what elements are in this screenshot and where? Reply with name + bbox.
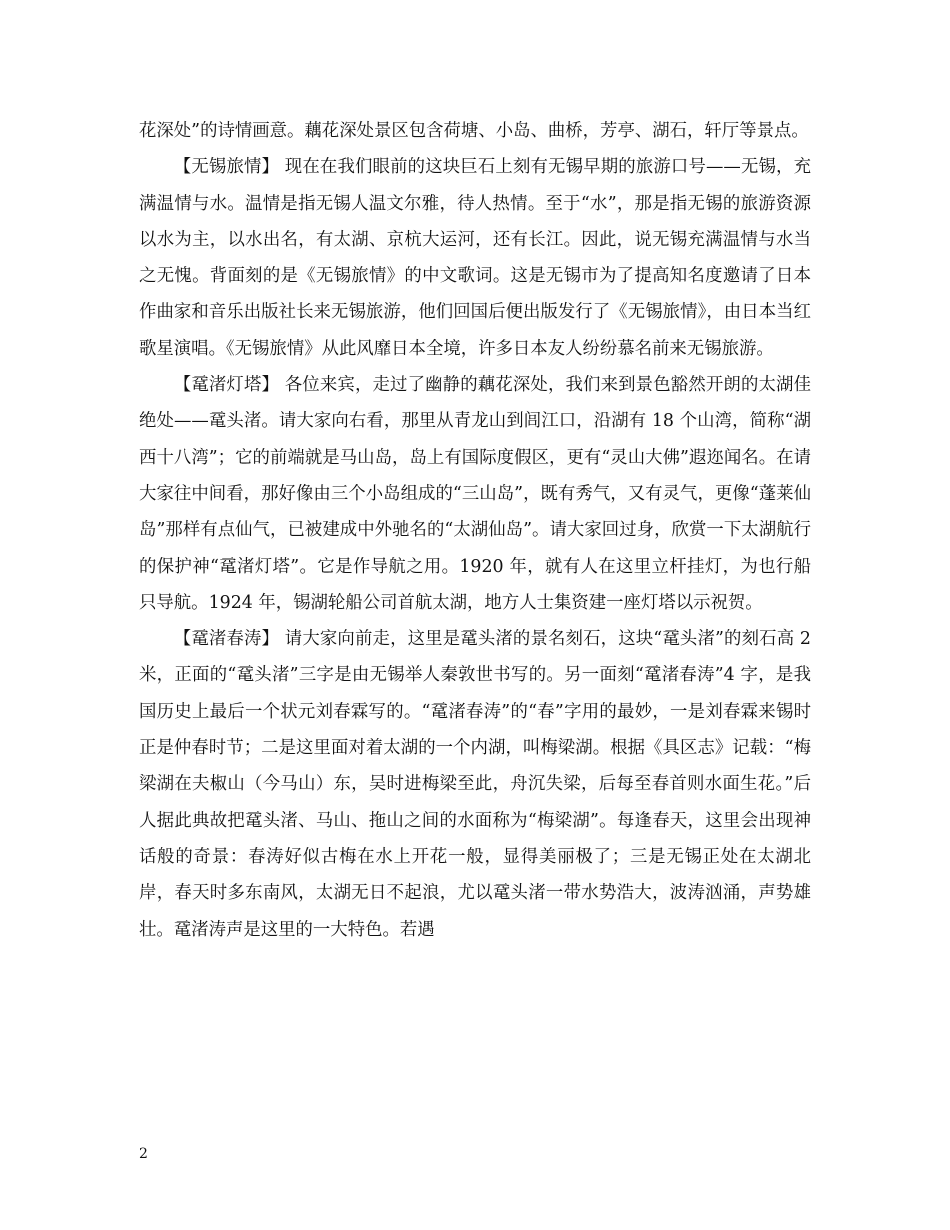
paragraph-text: 请大家向前走，这里是鼋头渚的景名刻石，这块“鼋头渚”的刻石高 2 米，正面的“鼋头渚”三字是由无锡举人秦敦世书写的。另一面刻“鼋渚春涛”4 字，是我国历史上最后一个状元刘春霖写的。“鼋渚春涛”的“春”字用的最妙，一是刘春霖来锡时正是仲春时节；二是这里面对着太湖的一个内湖，叫梅梁湖。根据《具区志》记载：“梅梁湖在夫椒山（今马山）东，吴时进梅梁至此，舟沉失梁，后每至春首则水面生花。”后人据此典故把鼋头渚、马山、拖山之间的水面称为“梅梁湖”。每逢春天，这里会出现神话般的奇景：春涛好似古梅在水上开花一般，显得美丽极了；三是无锡正处在太湖北岸，春天时多东南风，太湖无日不起浪，尤以鼋头渚一带水势浩大，波涛汹涌，声势雄壮。鼋渚涛声是这里的一大特色。若遇 xyxy=(139,629,811,940)
paragraph-text: 现在在我们眼前的这块巨石上刻有无锡早期的旅游口号——无锡，充满温情与水。温情是指无锡人温文尔雅，待人热情。至于“水”，那是指无锡的旅游资源以水为主，以水出名，有太湖、京杭大运河，还有长江。因此，说无锡充满温情与水当之无愧。背面刻的是《无锡旅情》的中文歌词。这是无锡市为了提高知名度邀请了日本作曲家和音乐出版社长来无锡旅游，他们回国后便出版发行了《无锡旅情》，由日本当红歌星演唱。《无锡旅情》从此风靡日本全境，许多日本友人纷纷慕名前来无锡旅游。 xyxy=(139,157,811,359)
section-heading: 【无锡旅情】 xyxy=(173,157,280,178)
paragraph-yuanzhu-lighthouse xyxy=(139,367,811,621)
paragraph-continuation xyxy=(139,113,811,149)
section-heading: 【鼋渚春涛】 xyxy=(173,629,280,650)
page-number: 2 xyxy=(139,1146,148,1162)
paragraph-wuxi-travel xyxy=(139,149,811,367)
document-body xyxy=(139,113,811,948)
paragraph-text: 各位来宾，走过了幽静的藕花深处，我们来到景色豁然开朗的太湖佳绝处——鼋头渚。请大家向右看，那里从青龙山到闾江口，沿湖有 18 个山湾，简称“湖西十八湾”；它的前端就是马山岛，岛上有国际度假区，更有“灵山大佛”遐迩闻名。在请大家往中间看，那好像由三个小岛组成的“三山岛”，既有秀气，又有灵气，更像“蓬莱仙岛”那样有点仙气，已被建成中外驰名的“太湖仙岛”。请大家回过身，欣赏一下太湖航行的保护神“鼋渚灯塔”。它是作导航之用。1920 年，就有人在这里立杆挂灯，为也行船只导航。1924 年，锡湖轮船公司首航太湖，地方人士集资建一座灯塔以示祝贺。 xyxy=(139,375,811,613)
section-heading: 【鼋渚灯塔】 xyxy=(173,375,280,396)
paragraph-text: 花深处”的诗情画意。藕花深处景区包含荷塘、小岛、曲桥，芳亭、湖石，轩厅等景点。 xyxy=(139,121,809,141)
paragraph-yuanzhu-spring-waves xyxy=(139,621,811,948)
